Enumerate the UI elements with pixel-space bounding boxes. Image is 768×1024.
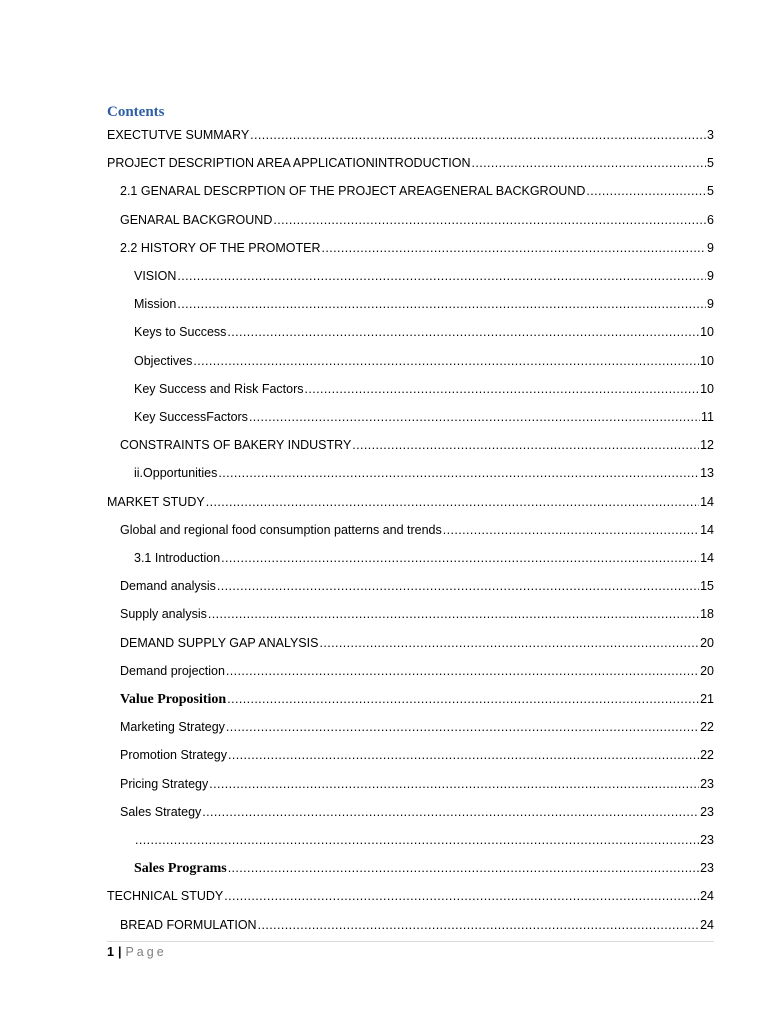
toc-entry[interactable]	[134, 859, 714, 877]
toc-entry-page: 14	[700, 522, 714, 537]
toc-entry-title: VISION	[134, 269, 177, 283]
toc-entry-page: 10	[700, 325, 714, 340]
toc-entry-page: 10	[700, 353, 714, 368]
toc-entry-page: 22	[700, 748, 714, 763]
toc-entry[interactable]	[120, 605, 714, 623]
toc-entry-page: 9	[707, 269, 714, 283]
toc-entry-page: 23	[700, 804, 714, 819]
toc-entry-title: Sales Programs	[134, 861, 227, 877]
footer-separator: |	[117, 945, 122, 959]
toc-entry-title: 3.1 Introduction	[134, 551, 221, 565]
toc-dot-leader	[258, 916, 700, 934]
toc-entry[interactable]	[120, 211, 714, 229]
toc-entry[interactable]	[134, 464, 714, 482]
toc-entry-title: Objectives	[134, 353, 193, 368]
toc-entry-title: GENARAL BACKGROUND	[120, 212, 273, 227]
toc-dot-leader	[227, 323, 699, 341]
toc-entry[interactable]	[134, 352, 714, 370]
toc-entry-title: DEMAND SUPPLY GAP ANALYSIS	[120, 635, 319, 650]
toc-entry[interactable]	[134, 408, 714, 426]
toc-dot-leader	[322, 239, 707, 257]
toc-entry[interactable]	[134, 831, 714, 849]
toc-dot-leader	[352, 436, 699, 454]
toc-entry[interactable]	[120, 775, 714, 793]
toc-entry[interactable]	[134, 295, 714, 313]
toc-entry-page: 24	[700, 917, 714, 932]
toc-dot-leader	[228, 859, 699, 877]
toc-entry-title: 2.2 HISTORY OF THE PROMOTER	[120, 240, 321, 255]
toc-entry-page: 6	[707, 212, 714, 227]
toc-dot-leader	[250, 126, 706, 144]
toc-entry-page: 12	[700, 438, 714, 453]
toc-entry[interactable]	[134, 380, 714, 398]
toc-entry[interactable]	[120, 521, 714, 539]
toc-entry[interactable]	[120, 916, 714, 934]
toc-entry[interactable]	[107, 126, 714, 144]
toc-entry[interactable]	[120, 436, 714, 454]
toc-dot-leader	[305, 380, 700, 398]
toc-dot-leader	[193, 352, 699, 370]
toc-dot-leader	[135, 831, 699, 849]
toc-entry-page: 20	[700, 663, 714, 678]
toc-entry-page: 21	[700, 692, 714, 706]
toc-entry-title: ii.Opportunities	[134, 466, 218, 481]
toc-dot-leader	[471, 154, 706, 172]
toc-entry[interactable]	[120, 718, 714, 736]
footer-page-number: 1	[107, 945, 114, 959]
toc-entry-title: MARKET STUDY	[107, 494, 205, 509]
toc-entry-title: BREAD FORMULATION	[120, 917, 257, 932]
toc-entry[interactable]	[107, 493, 714, 511]
toc-entry-page: 15	[700, 579, 714, 594]
toc-entry[interactable]	[120, 803, 714, 821]
toc-entry-title: Promotion Strategy	[120, 748, 227, 763]
toc-entry-page: 23	[700, 833, 714, 847]
toc-entry-title: Value Proposition	[120, 692, 227, 707]
toc-entry-title: Global and regional food consumption patterns and trends	[120, 522, 442, 537]
toc-dot-leader	[319, 634, 699, 652]
toc-dot-leader	[224, 887, 699, 905]
toc-entry[interactable]	[107, 154, 714, 172]
toc-dot-leader	[217, 577, 699, 595]
toc-entry-title: Marketing Strategy	[120, 720, 225, 735]
toc-entry-page: 24	[700, 889, 714, 904]
toc-entry[interactable]	[134, 267, 714, 285]
toc-entry-page: 22	[700, 720, 714, 735]
toc-entry[interactable]	[120, 690, 714, 708]
toc-dot-leader	[227, 690, 699, 708]
toc-entry-title: EXECTUTVE SUMMARY	[107, 128, 250, 142]
toc-entry-title: Keys to Success	[134, 325, 227, 340]
toc-dot-leader	[443, 521, 699, 539]
toc-entry-title: 2.1 GENARAL DESCRPTION OF THE PROJECT AREAGENERAL BACKGROUND	[120, 184, 586, 199]
toc-entry[interactable]	[120, 239, 714, 257]
toc-entry-page: 14	[700, 551, 714, 565]
toc-dot-leader	[226, 718, 699, 736]
toc-dot-leader	[228, 746, 699, 764]
toc-entry[interactable]	[120, 182, 714, 200]
toc-entry[interactable]	[107, 887, 714, 905]
toc-entry-page: 14	[700, 494, 714, 509]
toc-entry-title: Key SuccessFactors	[134, 410, 248, 424]
toc-dot-leader	[206, 493, 699, 511]
toc-entry-page: 9	[707, 240, 714, 255]
toc-entry-page: 23	[700, 776, 714, 791]
toc-dot-leader	[586, 182, 706, 200]
toc-entry-title: Mission	[134, 297, 177, 312]
toc-entry[interactable]	[120, 577, 714, 595]
toc-entry[interactable]	[120, 634, 714, 652]
toc-entry-title: Supply analysis	[120, 607, 207, 622]
toc-entry-page: 23	[700, 861, 714, 876]
toc-entry[interactable]	[120, 662, 714, 680]
footer-divider	[107, 941, 714, 942]
toc-entry-title: TECHNICAL STUDY	[107, 889, 224, 904]
toc-entry-title: Sales Strategy	[120, 804, 202, 819]
toc-entry[interactable]	[134, 323, 714, 341]
page-footer	[107, 943, 167, 961]
toc-entry-page: 11	[701, 410, 714, 424]
toc-dot-leader	[221, 549, 699, 567]
toc-entry-page: 5	[707, 184, 714, 199]
toc-dot-leader	[226, 662, 699, 680]
toc-dot-leader	[273, 211, 706, 229]
toc-entry-page: 18	[700, 607, 714, 622]
toc-entry-page: 9	[707, 297, 714, 312]
toc-entry-page: 10	[700, 381, 714, 396]
toc-entry-page: 5	[707, 156, 714, 171]
toc-dot-leader	[209, 775, 699, 793]
toc-title: Contents	[107, 104, 165, 120]
toc-dot-leader	[249, 408, 700, 426]
toc-entry-title: Pricing Strategy	[120, 776, 209, 791]
toc-entry-page: 3	[707, 128, 714, 142]
toc-dot-leader	[177, 295, 706, 313]
footer-page-word: Page	[125, 945, 167, 959]
toc-entry-title: PROJECT DESCRIPTION AREA APPLICATIONINTRODUCTION	[107, 156, 471, 171]
toc-dot-leader	[177, 267, 706, 285]
toc-entry-title: CONSTRAINTS OF BAKERY INDUSTRY	[120, 438, 352, 453]
toc-entry-title: Demand analysis	[120, 579, 216, 594]
toc-dot-leader	[218, 464, 699, 482]
toc-dot-leader	[202, 803, 699, 821]
toc-entry-page: 20	[700, 635, 714, 650]
toc-entry-page: 13	[700, 466, 714, 481]
toc-entry[interactable]	[134, 549, 714, 567]
toc-entry-title: Key Success and Risk Factors	[134, 381, 304, 396]
toc-dot-leader	[208, 605, 699, 623]
toc-entry[interactable]	[120, 746, 714, 764]
toc-entry-title: Demand projection	[120, 663, 225, 678]
